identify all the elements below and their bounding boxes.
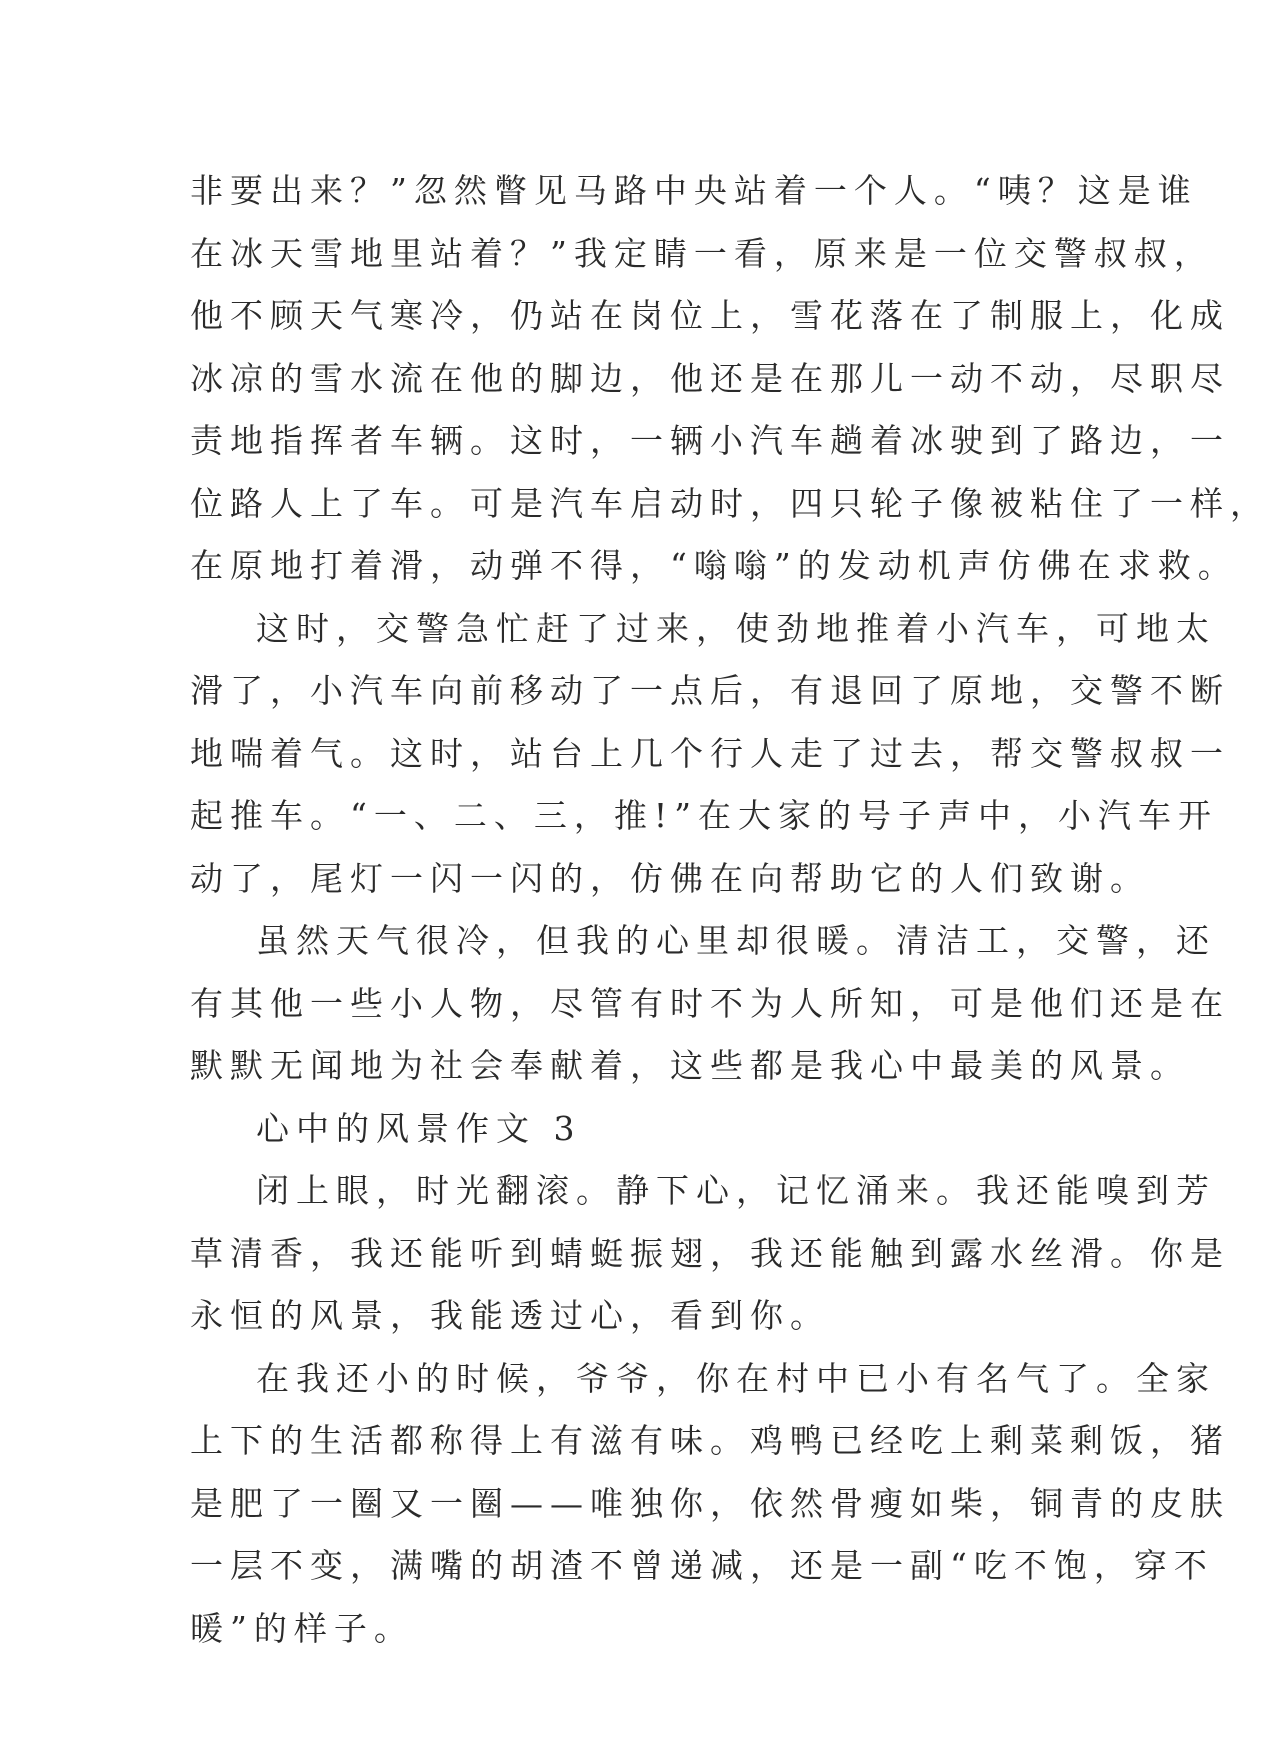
text-line: 心中的风景作文 3 bbox=[256, 1108, 582, 1148]
text-line: 默默无闻地为社会奉献着，这些都是我心中最美的风景。 bbox=[190, 1046, 1190, 1085]
text-line: 是肥了一圈又一圈——唯独你，依然骨瘦如柴，铜青的皮肤 bbox=[190, 1483, 1230, 1523]
text-line: 上下的生活都称得上有滋有味。鸡鸭已经吃上剩菜剩饭，猪 bbox=[190, 1421, 1230, 1460]
text-line: 草清香，我还能听到蜻蜓振翅，我还能触到露水丝滑。你是 bbox=[190, 1233, 1230, 1273]
text-line: 地喘着气。这时，站台上几个行人走了过去，帮交警叔叔一 bbox=[190, 733, 1230, 773]
text-line: 起推车。“一、二、三，推!”在大家的号子声中，小汽车开 bbox=[190, 796, 1219, 835]
text-line: 滑了，小汽车向前移动了一点后，有退回了原地，交警不断 bbox=[190, 671, 1230, 710]
text-line: 这时，交警急忙赶了过来，使劲地推着小汽车，可地太 bbox=[256, 608, 1216, 648]
text-line: 一层不变，满嘴的胡渣不曾递减，还是一副“吃不饱，穿不 bbox=[190, 1546, 1214, 1585]
text-line: 他不顾天气寒冷，仍站在岗位上，雪花落在了制服上，化成 bbox=[190, 296, 1230, 335]
text-line: 永恒的风景，我能透过心，看到你。 bbox=[190, 1296, 830, 1335]
text-line: 在冰天雪地里站着？”我定睛一看，原来是一位交警叔叔， bbox=[190, 233, 1214, 273]
text-line: 责地指挥者车辆。这时，一辆小汽车趟着冰驶到了路边，一 bbox=[190, 421, 1230, 460]
text-line: 在原地打着滑，动弹不得，“嗡嗡”的发动机声仿佛在求救。 bbox=[190, 546, 1238, 585]
text-line: 虽然天气很冷，但我的心里却很暖。清洁工，交警，还 bbox=[256, 921, 1216, 960]
text-line: 有其他一些小人物，尽管有时不为人所知，可是他们还是在 bbox=[190, 983, 1230, 1023]
text-line: 位路人上了车。可是汽车启动时，四只轮子像被粘住了一样， bbox=[190, 483, 1270, 523]
text-line: 非要出来？”忽然瞥见马路中央站着一个人。“咦？这是谁 bbox=[190, 171, 1198, 210]
text-line: 冰凉的雪水流在他的脚边，他还是在那儿一动不动，尽职尽 bbox=[190, 358, 1230, 398]
text-line: 在我还小的时候，爷爷，你在村中已小有名气了。全家 bbox=[256, 1358, 1216, 1398]
text-line: 闭上眼，时光翻滚。静下心，记忆涌来。我还能嗅到芳 bbox=[256, 1171, 1216, 1210]
essay-text bbox=[190, 160, 1270, 1660]
text-line: 暖”的样子。 bbox=[190, 1608, 414, 1648]
text-line: 动了，尾灯一闪一闪的，仿佛在向帮助它的人们致谢。 bbox=[190, 858, 1150, 898]
